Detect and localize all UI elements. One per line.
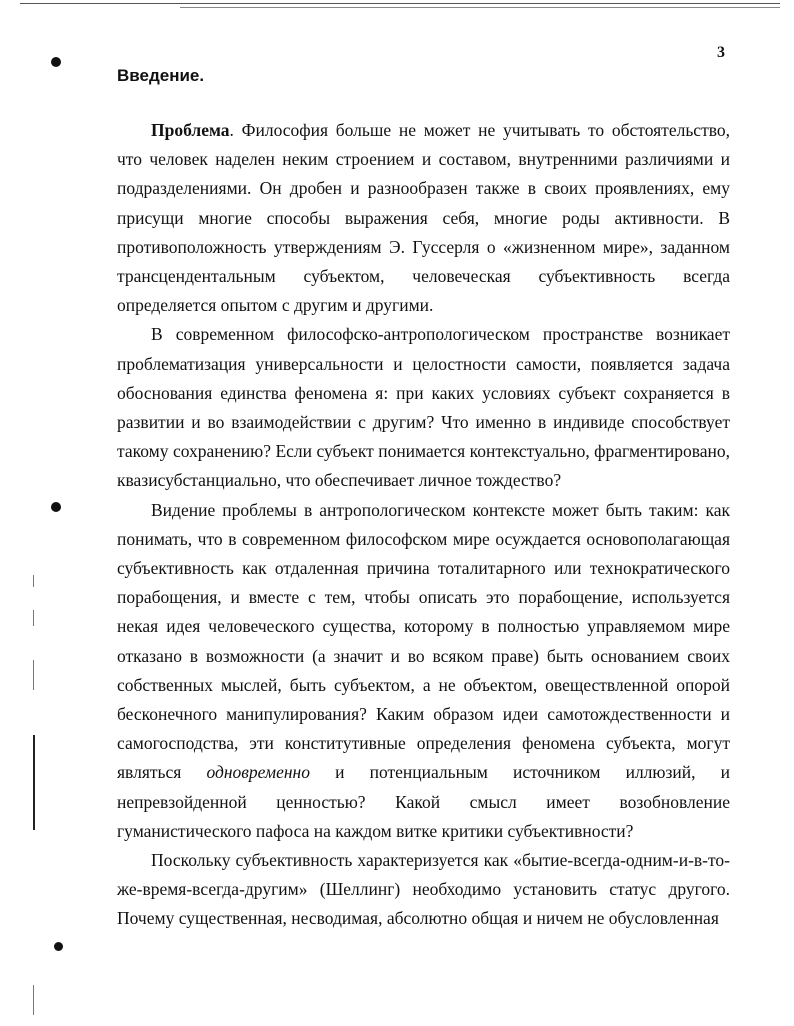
scan-edge-line [20,3,780,4]
body-text [117,116,730,934]
paragraph-lead-term: Проблема [151,120,230,140]
scan-edge-line [180,7,780,8]
emphasized-word: одновременно [206,762,310,783]
paragraph-text: Видение проблемы в антропологическом контексте может быть таким: как понимать, что в современном философском мире осуждается основополагающая субъективность как отдаленная причина тоталитарного или технократического порабощения, и вместе с тем, чтобы описать это порабощение, используется некая идея человеческого существа, которому в полностью управляемом мире отказано в возможности (а значит и во всяком праве) быть основанием своих собственных мыслей, быть субъектом, а не объектом, овеществленной опорой бесконечного манипулирования? Каким образом идеи самотождественности и самогосподства, эти конститутивные определения феномена субъекта, могут являться [117,499,730,783]
scan-margin-mark [33,735,35,830]
binder-hole-mark [54,942,63,951]
section-heading: Введение. [117,66,205,85]
binder-hole-mark [51,502,61,512]
paragraph: В современном философско-антропологическом пространстве возникает проблематизация универсальности и целостности самости, появляется задача обоснования единства феномена я: при каких условиях субъект сохраняется в развитии и во взаимодействии с другим? Что именно в индивиде способствует такому сохранению? Если субъект понимается контекстуально, фрагментировано, квазисубстанциально, что обеспечивает личное тождество? [117,324,730,491]
paragraph-text: и потенциальным источником иллюзий, и непревзойденной ценностью? Какой смысл имеет возобновление гуманистического пафоса на каждом витке критики субъективности? [117,762,730,841]
paragraph-text: . Философия больше не может не учитывать то обстоятельство, что человек наделен неким строением и составом, внутренними различиями и подразделениями. Он дробен и разнообразен также в своих проявлениях, ему присущи многие способы выражения себя, многие роды активности. В противоположность утверждениям Э. Гуссерля о «жизненном мире», заданном трансцендентальным субъектом, человеческая субъективность всегда определяется опытом с другим и другими. [117,120,730,316]
binder-hole-mark [51,57,61,67]
scan-margin-mark [33,660,34,690]
paragraph: Поскольку субъективность характеризуется как «бытие-всегда-одним-и-в-то-же-время-всегда-другим» (Шеллинг) необходимо установить статус другого. Почему существенная, несводимая, абсолютно общая и ничем не обусловленная [117,850,730,929]
scan-margin-mark [33,610,34,626]
scan-margin-mark [33,985,34,1015]
paragraph [117,116,730,320]
paragraph [117,496,730,846]
scan-margin-mark [33,575,34,587]
page-number: 3 [717,44,725,61]
